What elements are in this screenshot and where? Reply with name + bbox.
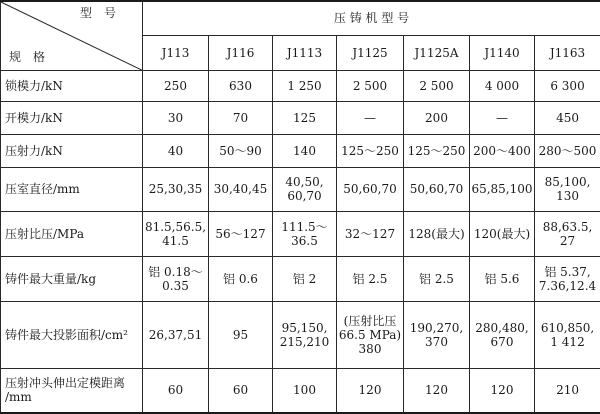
table-cell: 4 000 bbox=[470, 71, 535, 102]
table-row bbox=[1, 102, 600, 134]
table-cell: 610,850, 1 412 bbox=[535, 302, 600, 369]
table-cell: 88,63.5, 27 bbox=[535, 211, 600, 257]
machine-model-group-title: 压 铸 机 型 号 bbox=[143, 1, 600, 35]
model-header-j1140: J1140 bbox=[470, 35, 535, 70]
table-row bbox=[1, 134, 600, 167]
table-cell: 铝 5.37, 7.36,12.4 bbox=[535, 257, 600, 302]
table-cell: 1 250 bbox=[273, 71, 337, 102]
table-cell: 280～500 bbox=[535, 134, 600, 167]
table-cell: 铝 0.18～ 0.35 bbox=[143, 257, 209, 302]
table-cell: 50,60,70 bbox=[337, 167, 404, 211]
table-cell: 120(最大) bbox=[470, 211, 535, 257]
table-cell: 120 bbox=[470, 368, 535, 413]
header-row-1 bbox=[1, 1, 600, 35]
table-cell: 30,40,45 bbox=[209, 167, 273, 211]
table-cell: 铝 5.6 bbox=[470, 257, 535, 302]
row-label-shot-chamber-diameter: 压室直径/mm bbox=[1, 167, 143, 211]
model-header-j1125a: J1125A bbox=[404, 35, 470, 70]
table-cell: 280,480, 670 bbox=[470, 302, 535, 369]
row-label-injection-pressure: 压射比压/MPa bbox=[1, 211, 143, 257]
table-cell: 85,100, 130 bbox=[535, 167, 600, 211]
table-cell: 6 300 bbox=[535, 71, 600, 102]
row-label-clamping-force: 锁模力/kN bbox=[1, 71, 143, 102]
corner-header-cell bbox=[1, 1, 143, 71]
table-cell: 50～90 bbox=[209, 134, 273, 167]
table-cell: 95,150, 215,210 bbox=[273, 302, 337, 369]
table-cell: 70 bbox=[209, 102, 273, 134]
corner-model-label: 型 号 bbox=[79, 6, 116, 20]
table-cell: 26,37,51 bbox=[143, 302, 209, 369]
table-cell: — bbox=[470, 102, 535, 134]
model-header-j113: J113 bbox=[143, 35, 209, 70]
table-cell: 111.5～ 36.5 bbox=[273, 211, 337, 257]
table-row bbox=[1, 257, 600, 302]
table-cell: — bbox=[337, 102, 404, 134]
table-cell: 65,85,100 bbox=[470, 167, 535, 211]
table-cell: 铝 2 bbox=[273, 257, 337, 302]
table-cell: (压射比压 66.5 MPa) 380 bbox=[337, 302, 404, 369]
model-header-j116: J116 bbox=[209, 35, 273, 70]
table-cell: 140 bbox=[273, 134, 337, 167]
table-row bbox=[1, 167, 600, 211]
model-header-j1113: J1113 bbox=[273, 35, 337, 70]
table-cell: 450 bbox=[535, 102, 600, 134]
table-cell: 25,30,35 bbox=[143, 167, 209, 211]
table-cell: 60 bbox=[209, 368, 273, 413]
table-row bbox=[1, 71, 600, 102]
table-cell: 铝 2.5 bbox=[337, 257, 404, 302]
table-cell: 50,60,70 bbox=[404, 167, 470, 211]
table-cell: 56～127 bbox=[209, 211, 273, 257]
row-label-plunger-extension: 压射冲头伸出定模距离 /mm bbox=[1, 368, 143, 413]
table-cell: 630 bbox=[209, 71, 273, 102]
row-label-max-projected-area: 铸件最大投影面积/cm² bbox=[1, 302, 143, 369]
table-cell: 100 bbox=[273, 368, 337, 413]
table-row bbox=[1, 368, 600, 413]
table-cell: 125～250 bbox=[404, 134, 470, 167]
corner-spec-label: 规 格 bbox=[9, 50, 46, 65]
model-header-j1125: J1125 bbox=[337, 35, 404, 70]
table-cell: 120 bbox=[404, 368, 470, 413]
row-label-max-casting-weight: 铸件最大重量/kg bbox=[1, 257, 143, 302]
table-cell: 210 bbox=[535, 368, 600, 413]
table-cell: 200 bbox=[404, 102, 470, 134]
row-label-opening-force: 开模力/kN bbox=[1, 102, 143, 134]
table-row bbox=[1, 211, 600, 257]
table-cell: 81.5,56.5, 41.5 bbox=[143, 211, 209, 257]
table-cell: 2 500 bbox=[337, 71, 404, 102]
table-cell: 125 bbox=[273, 102, 337, 134]
table-cell: 铝 2.5 bbox=[404, 257, 470, 302]
table-cell: 95 bbox=[209, 302, 273, 369]
table-cell: 60 bbox=[143, 368, 209, 413]
table-cell: 128(最大) bbox=[404, 211, 470, 257]
table-row bbox=[1, 302, 600, 369]
table-cell: 200～400 bbox=[470, 134, 535, 167]
table-cell: 40,50, 60,70 bbox=[273, 167, 337, 211]
table-cell: 190,270, 370 bbox=[404, 302, 470, 369]
table-cell: 铝 0.6 bbox=[209, 257, 273, 302]
table-cell: 2 500 bbox=[404, 71, 470, 102]
table-cell: 40 bbox=[143, 134, 209, 167]
table-cell: 125～250 bbox=[337, 134, 404, 167]
table-cell: 250 bbox=[143, 71, 209, 102]
model-header-j1163: J1163 bbox=[535, 35, 600, 70]
row-label-injection-force: 压射力/kN bbox=[1, 134, 143, 167]
table-cell: 32～127 bbox=[337, 211, 404, 257]
table-cell: 30 bbox=[143, 102, 209, 134]
table-cell: 120 bbox=[337, 368, 404, 413]
